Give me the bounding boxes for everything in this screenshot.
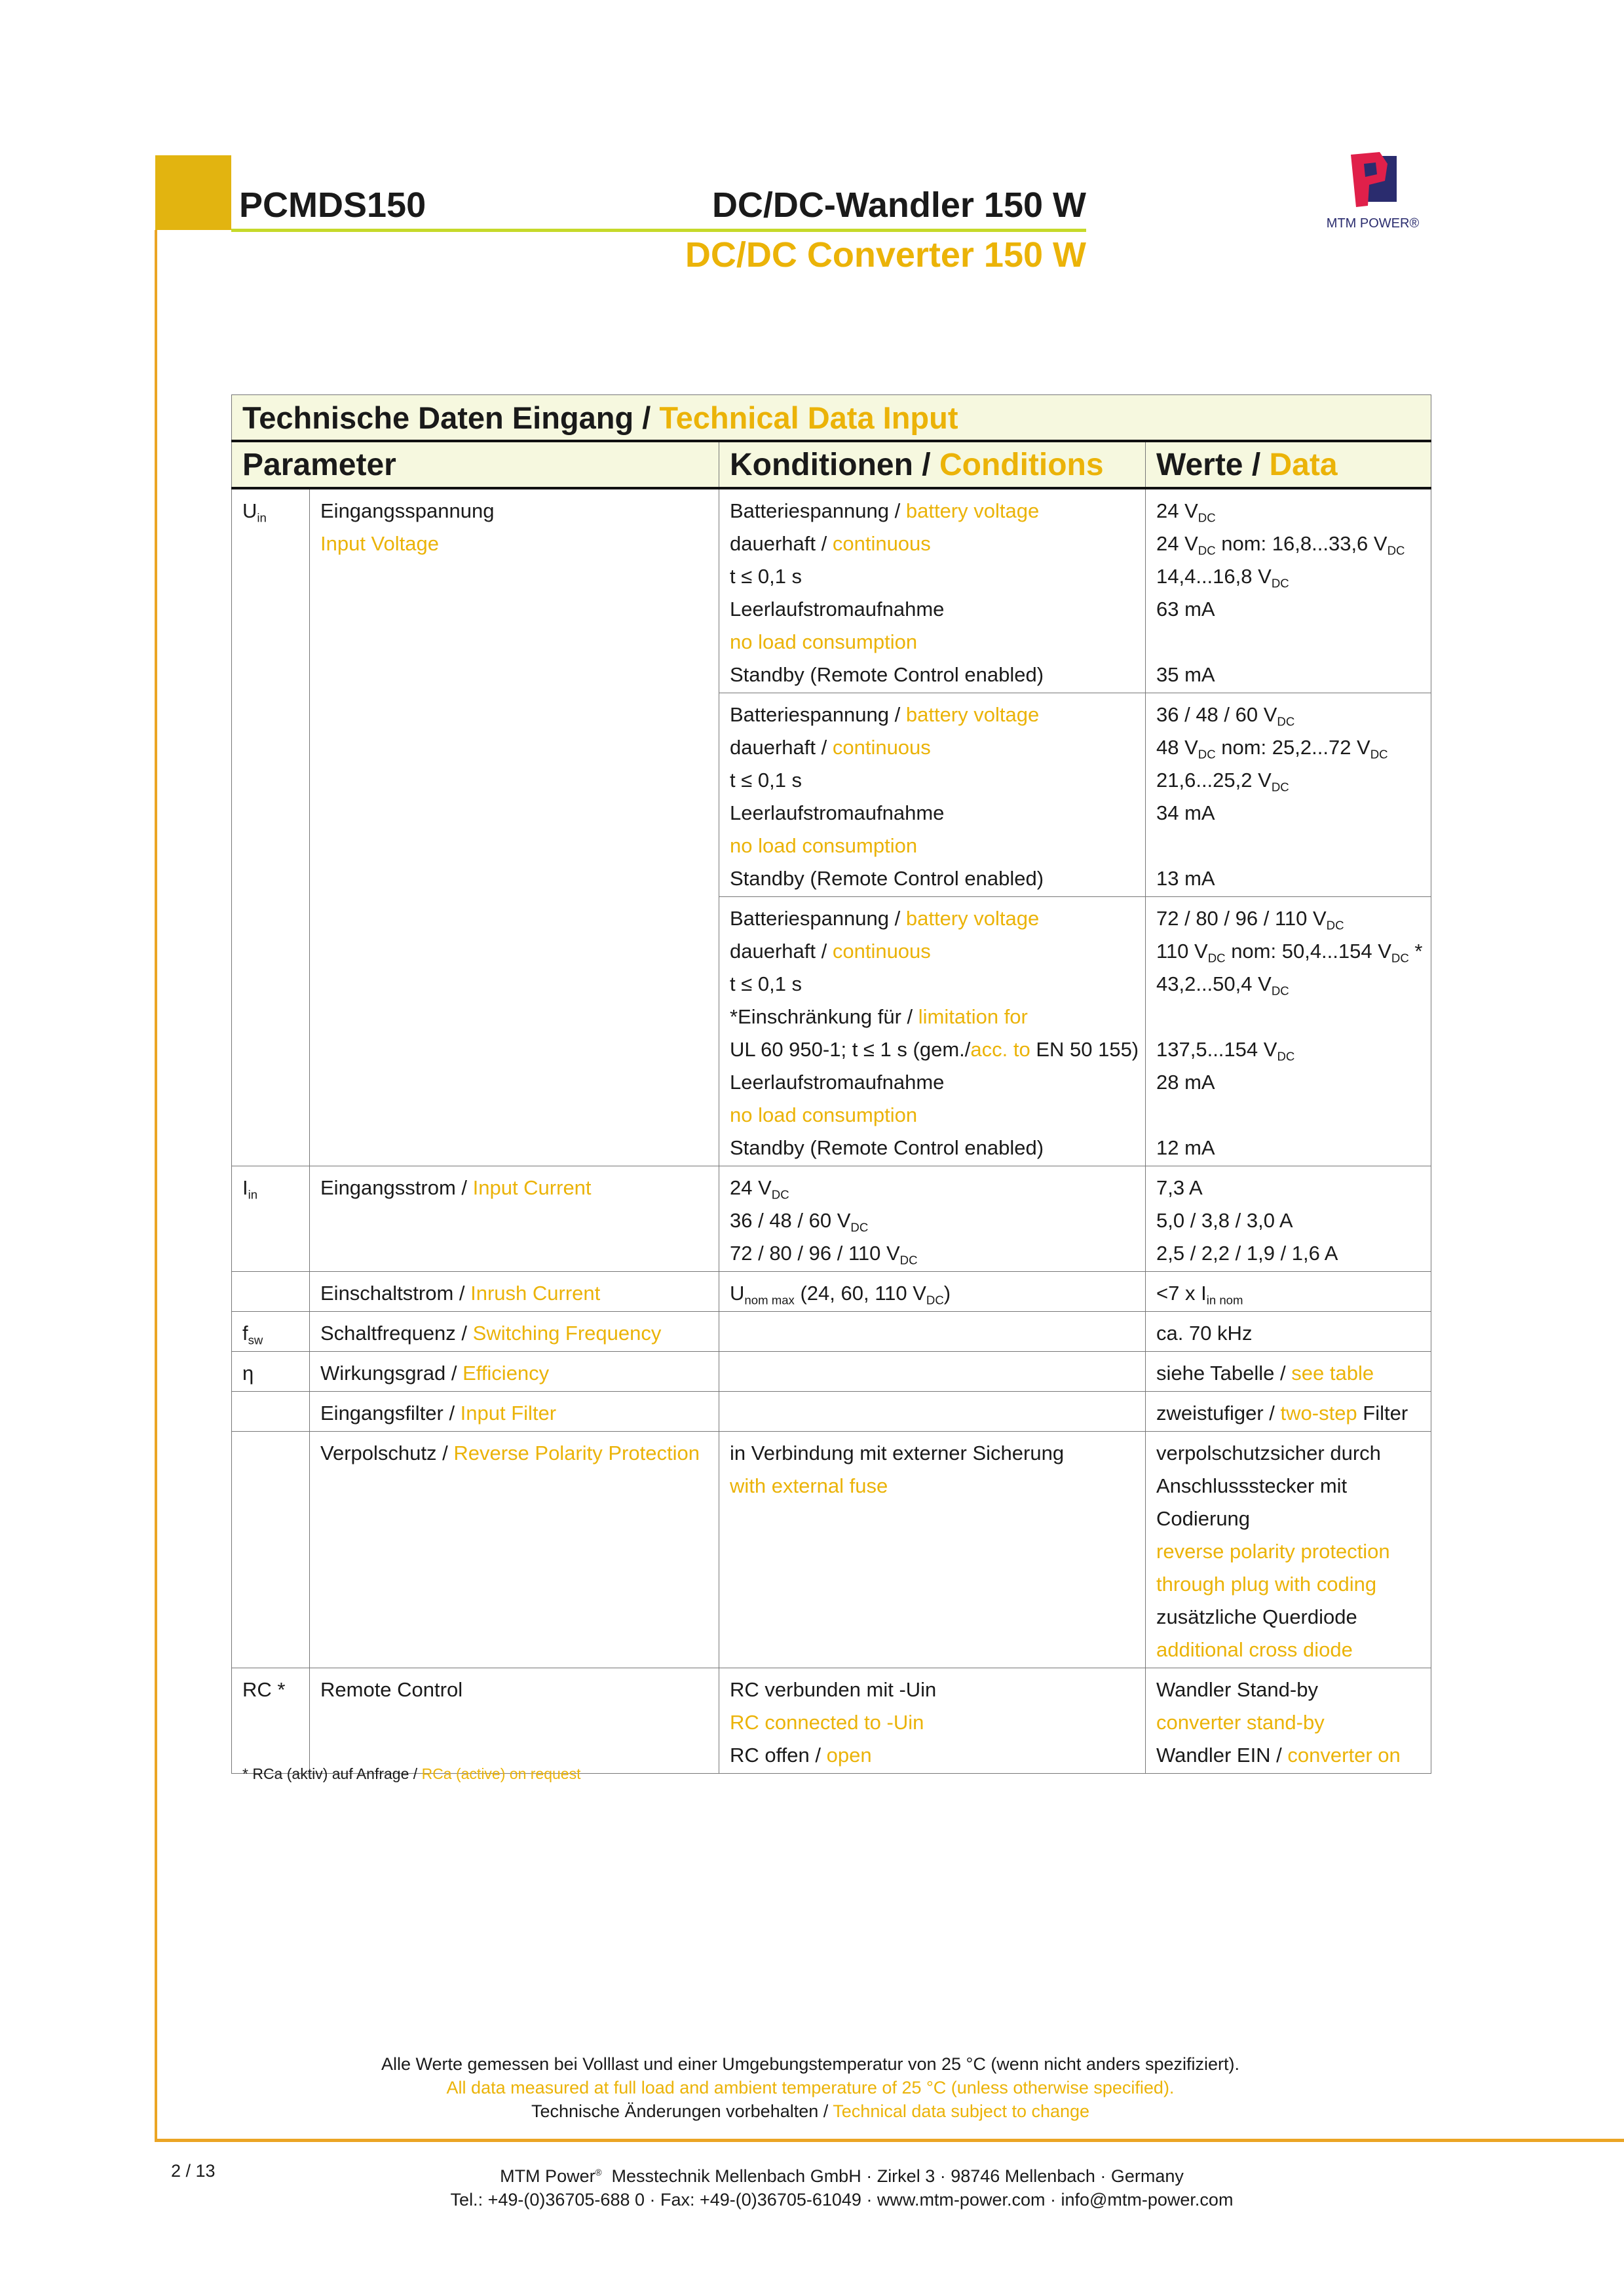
- table-row: [232, 1272, 1431, 1312]
- text: nom: 16,8...33,6 V: [1215, 532, 1388, 555]
- page-frame-left: [155, 230, 157, 2141]
- text: 28 mA: [1156, 1071, 1215, 1094]
- subscript: DC: [1391, 951, 1409, 965]
- text: 72 / 80 / 96 / 110 V: [1156, 907, 1327, 930]
- cell-line: [730, 1001, 1136, 1033]
- text: 14,4...16,8 V: [1156, 565, 1272, 588]
- text: dauerhaft /: [730, 736, 833, 759]
- cell-line: [1156, 764, 1422, 797]
- cell-line: [1156, 902, 1422, 935]
- cell-line: [730, 862, 1136, 895]
- registered-mark: ®: [595, 2168, 602, 2177]
- subscript: DC: [1277, 1049, 1295, 1063]
- cell-line: [1156, 1437, 1422, 1470]
- footnote: [242, 1765, 580, 1783]
- text-english: no load consumption: [730, 834, 918, 857]
- text: 12 mA: [1156, 1136, 1215, 1159]
- text-english: Inrush Current: [470, 1282, 601, 1305]
- subscript: in nom: [1206, 1293, 1243, 1307]
- value-cell: [1146, 1272, 1431, 1312]
- conditions-cell: [719, 1668, 1146, 1774]
- text: siehe Tabelle /: [1156, 1362, 1292, 1385]
- cell-line: [1156, 1317, 1422, 1350]
- cell-line: [730, 1204, 1136, 1237]
- table-row: [232, 1352, 1431, 1392]
- text: 21,6...25,2 V: [1156, 769, 1272, 792]
- cell-line: [1156, 1568, 1422, 1601]
- subscript: DC: [771, 1187, 789, 1202]
- text-english: reverse polarity protection: [1156, 1540, 1390, 1563]
- cell-line: [1156, 593, 1422, 626]
- note-changes-de: Technische Änderungen vorbehalten /: [531, 2101, 833, 2121]
- value-cell: [1146, 897, 1431, 1166]
- text-english: continuous: [832, 736, 931, 759]
- text: RC *: [242, 1678, 286, 1701]
- subscript: sw: [248, 1333, 263, 1347]
- text: Leerlaufstromaufnahme: [730, 598, 945, 621]
- symbol-cell: [232, 1272, 310, 1312]
- text-english: Input Filter: [460, 1402, 557, 1425]
- cell-line: [730, 626, 1136, 659]
- text: t ≤ 0,1 s: [730, 972, 803, 995]
- cell-line: [730, 1172, 1136, 1204]
- cell-line: [1156, 1470, 1422, 1502]
- cell-line: [1156, 1357, 1422, 1390]
- cell-line: [1156, 1033, 1422, 1066]
- footnote-de: * RCa (aktiv) auf Anfrage /: [242, 1765, 422, 1782]
- parameter-cell: [310, 1166, 719, 1272]
- cell-line: [1156, 1132, 1422, 1164]
- cell-line: [730, 527, 1136, 560]
- cell-line: [730, 1674, 1136, 1706]
- conditions-cell: [719, 488, 1146, 693]
- text: Eingangsspannung: [320, 499, 495, 522]
- cell-line: [320, 1397, 709, 1430]
- text-english: Efficiency: [463, 1362, 550, 1385]
- cell-line: [730, 1739, 1136, 1772]
- text: Standby (Remote Control enabled): [730, 867, 1044, 890]
- cell-line: [730, 1237, 1136, 1270]
- cell-line: [730, 1033, 1139, 1066]
- subscript: DC: [850, 1220, 869, 1234]
- company-location: Messtechnik Mellenbach GmbH · Zirkel 3 · 98746 Mellenbach · Germany: [601, 2166, 1184, 2186]
- cell-line: [1156, 1277, 1422, 1310]
- cell-line: [730, 1099, 1136, 1132]
- mtm-logo-icon: [1347, 152, 1399, 208]
- cell-line: [320, 1437, 709, 1470]
- conditions-cell: [719, 1392, 1146, 1432]
- text-english: additional cross diode: [1156, 1638, 1353, 1661]
- text: <7 x I: [1156, 1282, 1207, 1305]
- text: zusätzliche Querdiode: [1156, 1605, 1357, 1628]
- text-english: limitation for: [918, 1005, 1028, 1028]
- text: *Einschränkung für /: [730, 1005, 918, 1028]
- symbol-cell: [232, 1392, 310, 1432]
- value-cell: [1146, 1668, 1431, 1774]
- value-cell: [1146, 1166, 1431, 1272]
- text-english: RC connected to -Uin: [730, 1711, 924, 1734]
- conditions-cell: [719, 1166, 1146, 1272]
- text-english: battery voltage: [905, 499, 1040, 522]
- title-underline: [231, 229, 1086, 232]
- page-frame-bottom: [155, 2139, 1624, 2142]
- subscript: DC: [1271, 576, 1289, 590]
- text-english: converter on: [1287, 1744, 1401, 1767]
- text: 34 mA: [1156, 801, 1215, 824]
- parameter-cell: [310, 1432, 719, 1668]
- cell-line: [1156, 1397, 1422, 1430]
- cell-line: [1156, 527, 1422, 560]
- cell-line: [1156, 1172, 1422, 1204]
- value-cell: [1146, 693, 1431, 897]
- cell-line: [1156, 830, 1422, 862]
- text: dauerhaft /: [730, 940, 833, 963]
- text: 36 / 48 / 60 V: [1156, 703, 1277, 726]
- cell-line: [1156, 1001, 1422, 1033]
- cell-line: [320, 1674, 709, 1706]
- text: ca. 70 kHz: [1156, 1322, 1253, 1345]
- company-logo: [1315, 152, 1431, 231]
- value-cell: [1146, 1432, 1431, 1668]
- cell-line: [1156, 1237, 1422, 1270]
- text: 35 mA: [1156, 663, 1215, 686]
- cell-line: [730, 968, 1136, 1001]
- subscript: DC: [899, 1253, 918, 1267]
- table-title-de: Technische Daten Eingang /: [242, 400, 660, 435]
- parameter-cell: [310, 1392, 719, 1432]
- text: Leerlaufstromaufnahme: [730, 1071, 945, 1094]
- subscript: DC: [1198, 543, 1216, 558]
- text: Batteriespannung /: [730, 703, 906, 726]
- text: Einschaltstrom /: [320, 1282, 471, 1305]
- cell-line: [730, 698, 1136, 731]
- table-row: [232, 1668, 1431, 1774]
- page-number: 2 / 13: [171, 2161, 216, 2181]
- cell-line: [730, 593, 1136, 626]
- conditions-cell: [719, 1272, 1146, 1312]
- cell-line: [1156, 862, 1422, 895]
- cell-line: [1156, 1204, 1422, 1237]
- column-header-conditions: [719, 441, 1146, 488]
- accent-block: [155, 155, 231, 230]
- table-row: [232, 1166, 1431, 1272]
- cell-line: [1156, 935, 1422, 968]
- text: 137,5...154 V: [1156, 1038, 1277, 1061]
- subscript: DC: [1277, 714, 1295, 729]
- text: UL 60 950-1; t ≤ 1 s (gem./: [730, 1038, 971, 1061]
- text-english: see table: [1291, 1362, 1374, 1385]
- subscript: DC: [1207, 951, 1226, 965]
- text: RC offen /: [730, 1744, 827, 1767]
- subscript: DC: [1271, 780, 1289, 794]
- symbol-cell: [232, 1312, 310, 1352]
- table-row: [232, 1392, 1431, 1432]
- cell-line: [1156, 1066, 1422, 1099]
- conditions-cell: [719, 1352, 1146, 1392]
- cell-line: [1156, 1674, 1422, 1706]
- text-english: Input Voltage: [320, 532, 439, 555]
- text: I: [242, 1176, 248, 1199]
- cell-line: [320, 527, 709, 560]
- text-english: open: [826, 1744, 872, 1767]
- text-english: Switching Frequency: [472, 1322, 662, 1345]
- cell-line: [242, 499, 267, 525]
- note-changes-en: Technical data subject to change: [833, 2101, 1090, 2121]
- text-english: with external fuse: [730, 1474, 888, 1497]
- table-header-row: [232, 441, 1431, 488]
- cell-line: [320, 1172, 709, 1204]
- table-title: [232, 395, 1431, 442]
- conditions-cell: [719, 897, 1146, 1166]
- value-cell: [1146, 1312, 1431, 1352]
- text: Verpolschutz /: [320, 1442, 454, 1464]
- cell-line: [730, 830, 1136, 862]
- conditions-cell: [719, 1432, 1146, 1668]
- symbol-cell: [232, 1352, 310, 1392]
- text: Codierung: [1156, 1507, 1251, 1530]
- cell-line: [1156, 698, 1422, 731]
- data-en: Data: [1269, 448, 1338, 482]
- company-name: MTM Power: [500, 2166, 595, 2186]
- cell-line: [730, 797, 1136, 830]
- text: 5,0 / 3,8 / 3,0 A: [1156, 1209, 1293, 1232]
- value-cell: [1146, 1392, 1431, 1432]
- table-row: [232, 1432, 1431, 1668]
- text-english: two-step: [1280, 1402, 1357, 1425]
- conditions-cell: [719, 693, 1146, 897]
- cell-line: [730, 1437, 1136, 1470]
- text-english: no load consumption: [730, 1103, 918, 1126]
- footnote-en: RCa (active) on request: [421, 1765, 581, 1782]
- text: 43,2...50,4 V: [1156, 972, 1272, 995]
- text: in Verbindung mit externer Sicherung: [730, 1442, 1065, 1464]
- text: Batteriespannung /: [730, 499, 906, 522]
- conditions-en: Conditions: [939, 448, 1104, 482]
- note-english: All data measured at full load and ambient temperature of 25 °C (unless otherwise specified).: [446, 2078, 1175, 2097]
- column-header-data: [1146, 441, 1431, 488]
- subscript: DC: [1198, 747, 1216, 761]
- text: Anschlussstecker mit: [1156, 1474, 1348, 1497]
- text: Eingangsfilter /: [320, 1402, 461, 1425]
- conditions-de: Konditionen /: [730, 448, 939, 482]
- text: 2,5 / 2,2 / 1,9 / 1,6 A: [1156, 1242, 1338, 1265]
- text: 24 V: [730, 1176, 772, 1199]
- text: f: [242, 1322, 248, 1345]
- parameter-cell: [310, 1312, 719, 1352]
- text-english: through plug with coding: [1156, 1573, 1377, 1596]
- technical-data-table: [231, 394, 1431, 1774]
- text: verpolschutzsicher durch: [1156, 1442, 1381, 1464]
- contact-line: Tel.: +49-(0)36705-688 0 · Fax: +49-(0)36705-61049 · www.mtm-power.com · info@mtm-power.com: [450, 2190, 1234, 2210]
- text: t ≤ 0,1 s: [730, 769, 803, 792]
- text: ): [943, 1282, 951, 1305]
- subscript: DC: [1370, 747, 1388, 761]
- cell-line: [730, 1132, 1136, 1164]
- text: U: [242, 499, 257, 522]
- subscript: DC: [1387, 543, 1405, 558]
- text: 36 / 48 / 60 V: [730, 1209, 851, 1232]
- symbol-cell: [232, 1166, 310, 1272]
- cell-line: [730, 935, 1136, 968]
- text: 24 V: [1156, 499, 1198, 522]
- text-english: battery voltage: [905, 907, 1040, 930]
- symbol-cell: [232, 1432, 310, 1668]
- subscript: DC: [1198, 510, 1216, 525]
- cell-line: [1156, 1099, 1422, 1132]
- symbol-cell: [232, 488, 310, 1166]
- subscript: DC: [1271, 984, 1289, 998]
- text: nom: 50,4...154 V: [1225, 940, 1391, 963]
- cell-line: [1156, 1535, 1422, 1568]
- text: t ≤ 0,1 s: [730, 565, 803, 588]
- text: Filter: [1357, 1402, 1408, 1425]
- text: Standby (Remote Control enabled): [730, 1136, 1044, 1159]
- text: Wandler EIN /: [1156, 1744, 1288, 1767]
- text: Remote Control: [320, 1678, 463, 1701]
- cell-line: [730, 731, 1136, 764]
- title-german: DC/DC-Wandler 150 W: [711, 185, 1086, 225]
- cell-line: [730, 764, 1136, 797]
- cell-line: [730, 902, 1136, 935]
- logo-text: MTM POWER®: [1326, 216, 1420, 231]
- cell-line: [1156, 731, 1422, 764]
- text-english: acc. to: [970, 1038, 1030, 1061]
- text: Standby (Remote Control enabled): [730, 663, 1044, 686]
- text-english: no load consumption: [730, 630, 918, 653]
- subscript: DC: [1326, 918, 1344, 932]
- cell-line: [1156, 1739, 1422, 1772]
- text-english: Input Current: [472, 1176, 592, 1199]
- parameter-cell: [310, 1352, 719, 1392]
- cell-line: [1156, 797, 1422, 830]
- text: *: [1408, 940, 1423, 963]
- text: 110 V: [1156, 940, 1208, 963]
- cell-line: [1156, 495, 1422, 527]
- text: Wirkungsgrad /: [320, 1362, 463, 1385]
- text: 13 mA: [1156, 867, 1215, 890]
- table-row: [232, 488, 1431, 693]
- note-changes: [155, 2099, 1465, 2123]
- subscript: in: [257, 510, 267, 525]
- table-title-row: [232, 395, 1431, 442]
- value-cell: [1146, 488, 1431, 693]
- text: zweistufiger /: [1156, 1402, 1281, 1425]
- cell-line: [320, 495, 709, 527]
- column-header-parameter: Parameter: [232, 441, 719, 488]
- cell-line: [1156, 968, 1422, 1001]
- cell-line: [730, 1277, 1136, 1310]
- cell-line: [242, 1362, 254, 1385]
- text: Batteriespannung /: [730, 907, 906, 930]
- cell-line: [320, 1317, 709, 1350]
- cell-line: [242, 1322, 263, 1345]
- cell-line: [730, 495, 1136, 527]
- text-english: battery voltage: [905, 703, 1040, 726]
- conditions-cell: [719, 1312, 1146, 1352]
- parameter-cell: [310, 1272, 719, 1312]
- text-english: continuous: [832, 532, 931, 555]
- text: Eingangsstrom /: [320, 1176, 473, 1199]
- cell-line: [730, 659, 1136, 691]
- text: Schaltfrequenz /: [320, 1322, 473, 1345]
- text: dauerhaft /: [730, 532, 833, 555]
- symbol-cell: [232, 1668, 310, 1774]
- cell-line: [320, 1277, 709, 1310]
- value-cell: [1146, 1352, 1431, 1392]
- data-de: Werte /: [1156, 448, 1270, 482]
- title-english: DC/DC Converter 150 W: [685, 235, 1086, 275]
- cell-line: [1156, 1706, 1422, 1739]
- text: η: [242, 1362, 254, 1385]
- parameter-cell: [310, 488, 719, 1166]
- text: nom: 25,2...72 V: [1215, 736, 1370, 759]
- subscript: nom max: [744, 1293, 795, 1307]
- text: EN 50 155): [1030, 1038, 1139, 1061]
- cell-line: [1156, 1502, 1422, 1535]
- cell-line: [730, 1066, 1136, 1099]
- text: U: [730, 1282, 745, 1305]
- subscript: in: [248, 1187, 258, 1202]
- cell-line: [1156, 1634, 1422, 1666]
- address-line: [393, 2161, 1291, 2188]
- text: 48 V: [1156, 736, 1198, 759]
- text-english: Reverse Polarity Protection: [453, 1442, 700, 1464]
- text-english: converter stand-by: [1156, 1711, 1325, 1734]
- text: 72 / 80 / 96 / 110 V: [730, 1242, 900, 1265]
- text: 24 V: [1156, 532, 1198, 555]
- cell-line: [730, 1706, 1136, 1739]
- text: Leerlaufstromaufnahme: [730, 801, 945, 824]
- company-address: [393, 2161, 1291, 2211]
- subscript: DC: [926, 1293, 944, 1307]
- cell-line: [242, 1176, 258, 1202]
- cell-line: [1156, 626, 1422, 659]
- table-title-en: Technical Data Input: [659, 400, 958, 435]
- cell-line: [242, 1678, 285, 1701]
- note-german: Alle Werte gemessen bei Volllast und einer Umgebungstemperatur von 25 °C (wenn nicht anders spezifiziert).: [381, 2054, 1239, 2074]
- measurement-notes: [155, 2052, 1465, 2123]
- cell-line: [1156, 659, 1422, 691]
- text-english: continuous: [832, 940, 931, 963]
- text: 7,3 A: [1156, 1176, 1203, 1199]
- text: 63 mA: [1156, 598, 1215, 621]
- product-code: PCMDS150: [239, 185, 426, 225]
- table-row: [232, 1312, 1431, 1352]
- cell-line: [320, 1357, 709, 1390]
- text: RC verbunden mit -Uin: [730, 1678, 937, 1701]
- parameter-cell: [310, 1668, 719, 1774]
- cell-line: [730, 1470, 1136, 1502]
- cell-line: [1156, 1601, 1422, 1634]
- text: (24, 60, 110 V: [794, 1282, 926, 1305]
- cell-line: [730, 560, 1136, 593]
- cell-line: [1156, 560, 1422, 593]
- text: Wandler Stand-by: [1156, 1678, 1318, 1701]
